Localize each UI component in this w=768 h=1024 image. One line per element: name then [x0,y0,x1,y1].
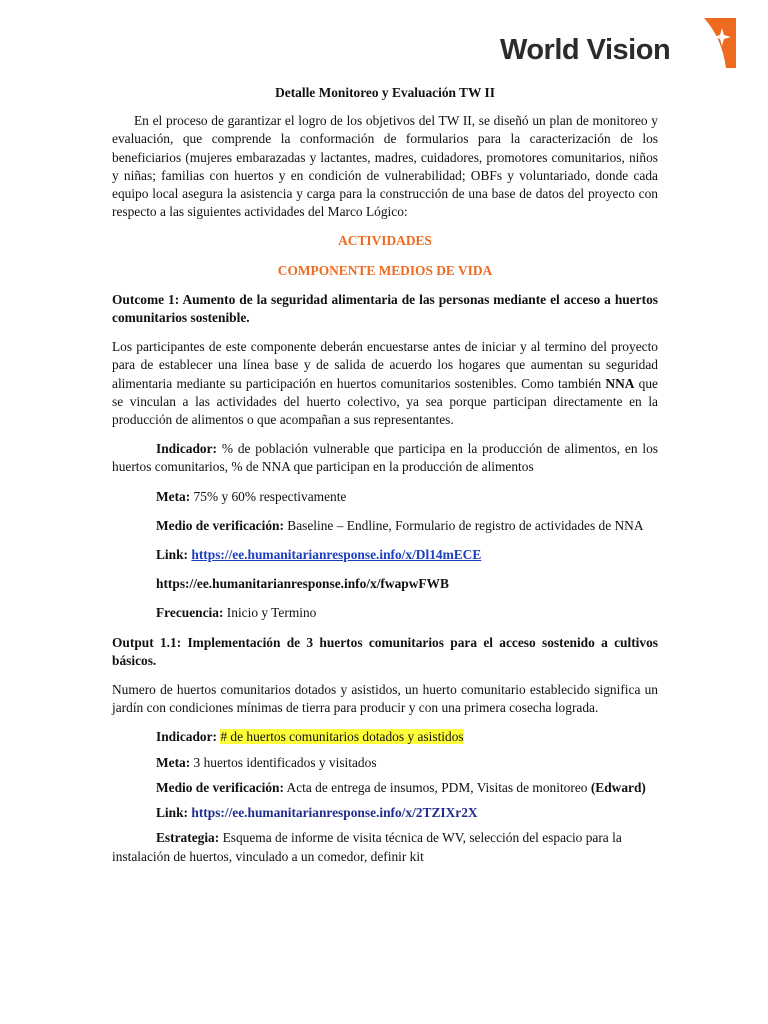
frecuencia-label: Frecuencia: [156,605,224,621]
output-1-1-link-url[interactable]: https://ee.humanitarianresponse.info/x/2TZIXr2X [191,805,478,821]
output-1-1-medio-verificacion: Medio de verificación: Acta de entrega de insumos, PDM, Visitas de monitoreo (Edward) [156,779,646,795]
document-body [112,84,658,873]
meta-label: Meta: [156,754,191,770]
output-1-1-title: Output 1.1: Implementación de 3 huertos comunitarios para el acceso sostenido a cultivos básicos. [112,634,658,668]
output-1-1-description: Numero de huertos comunitarios dotados y asistidos, un huerto comunitario establecido significa un jardín con condiciones mínimas de tierra para producir y con una primera cosecha lograda. [112,682,658,716]
outcome-1-link-2: https://ee.humanitarianresponse.info/x/fwapwFWB [156,576,449,592]
outcome-1-medio-verificacion: Medio de verificación: Baseline – Endline, Formulario de registro de actividades de NNA [156,517,644,533]
output-1-1-link [112,804,658,822]
output-1-1-indicador [112,728,658,746]
outcome-1-link-url[interactable]: https://ee.humanitarianresponse.info/x/Dl14mECE [191,547,482,563]
medio-label: Medio de verificación: [156,779,284,795]
outcome-1-indicador: Indicador: % de población vulnerable que participa en la producción de alimentos, en los huertos comunitarios, % de NNA que participan en la producción de alimentos [112,441,658,475]
outcome-1-meta: Meta: 75% y 60% respectivamente [156,488,347,504]
output-1-1-meta: Meta: 3 huertos identificados y visitados [156,754,377,770]
medio-label: Medio de verificación: [156,517,284,533]
orange-corner-star-icon [700,18,736,68]
outcome-1-description: Los participantes de este componente deberán encuestarse antes de iniciar y al termino del proyecto para de establecer una línea base y de salida de acuerdo los hogares que aumentan su seguridad alimentaria mediante su participación en huertos comunitarios sostenibles. Como también NNA que se vinculan a las actividades del huerto colectivo, ya sea porque participan directamente en la producción de alimentos o que acompañan a sus representantes. [112,339,658,428]
highlighted-indicator: # de huertos comunitarios dotados y asistidos [220,729,464,745]
intro-paragraph: En el proceso de garantizar el logro de los objetivos del TW II, se diseñó un plan de monitoreo y evaluación, que comprende la conformación de formularios para la caracterización de los beneficiarios (mujeres embarazadas y lactantes, madres, cuidadores, promotores comunitarios, niños y niñas; familias con huertos y en condición de vulnerabilidad; OBFs y voluntariado, donde cada equipo local asegura la asistencia y carga para la construcción de una base de datos del proyecto con respecto a las siguientes actividades del Marco Lógico: [112,113,658,220]
heading-componente: COMPONENTE MEDIOS DE VIDA [277,262,493,278]
world-vision-logo [500,18,736,70]
output-1-1-estrategia: Estrategia: Esquema de informe de visita técnica de WV, selección del espacio para la instalación de huertos, vinculado a un comedor, definir kit [112,830,622,864]
link-label: Link: [156,547,189,563]
indicador-label: Indicador: [156,729,218,745]
meta-label: Meta: [156,488,191,504]
link-label: Link: [156,805,189,821]
heading-actividades: ACTIVIDADES [338,233,432,249]
document-title: Detalle Monitoreo y Evaluación TW II [275,85,495,100]
indicador-label: Indicador: [156,441,218,457]
outcome-1-frecuencia: Frecuencia: Inicio y Termino [156,605,317,621]
outcome-1-link [112,546,658,564]
estrategia-label: Estrategia: [156,830,220,846]
logo-text: World Vision [500,34,671,66]
outcome-1-title: Outcome 1: Aumento de la seguridad alimentaria de las personas mediante el acceso a huertos comunitarios sostenible. [112,291,658,326]
